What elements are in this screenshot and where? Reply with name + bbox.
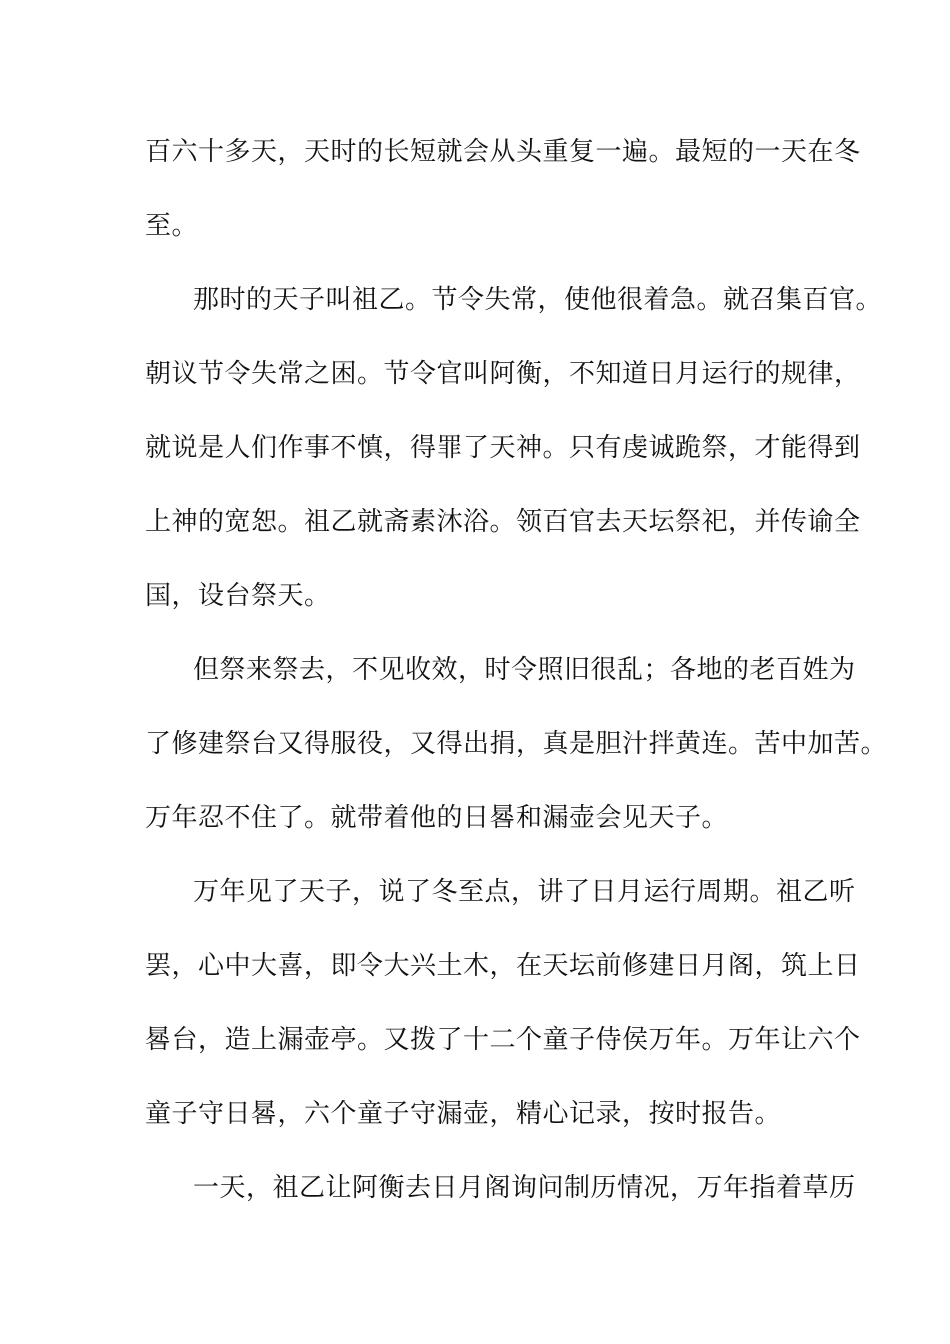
- paragraph-start-line-11: 万年见了天子，说了冬至点，讲了日月运行周期。祖乙听: [193, 877, 856, 907]
- text-line-1: 百六十多天，天时的长短就会从头重复一遍。最短的一天在冬: [145, 137, 861, 167]
- text-line-13: 晷台，造上漏壶亭。又拨了十二个童子侍侯万年。万年让六个: [145, 1025, 861, 1055]
- paragraph-start-line-8: 但祭来祭去，不见收效，时令照旧很乱；各地的老百姓为: [193, 655, 856, 685]
- text-line-4: 朝议节令失常之困。节令官叫阿衡，不知道日月运行的规律，: [145, 359, 861, 389]
- text-line-2: 至。: [145, 211, 199, 241]
- paragraph-start-line-3: 那时的天子叫祖乙。节令失常，使他很着急。就召集百官。: [193, 285, 883, 315]
- text-line-14: 童子守日晷，六个童子守漏壶，精心记录，按时报告。: [145, 1099, 782, 1129]
- text-line-7: 国，设台祭天。: [145, 581, 331, 611]
- text-line-10: 万年忍不住了。就带着他的日晷和漏壶会见天子。: [145, 803, 729, 833]
- text-line-9: 了修建祭台又得服役，又得出捐，真是胆汁拌黄连。苦中加苦。: [145, 729, 888, 759]
- text-line-12: 罢，心中大喜，即令大兴土木，在天坛前修建日月阁，筑上日: [145, 951, 861, 981]
- text-line-6: 上神的宽恕。祖乙就斋素沐浴。领百官去天坛祭祀，并传谕全: [145, 507, 861, 537]
- paragraph-start-line-15: 一天，祖乙让阿衡去日月阁询问制历情况，万年指着草历: [193, 1173, 856, 1203]
- text-line-5: 就说是人们作事不慎，得罪了天神。只有虔诚跪祭，才能得到: [145, 433, 861, 463]
